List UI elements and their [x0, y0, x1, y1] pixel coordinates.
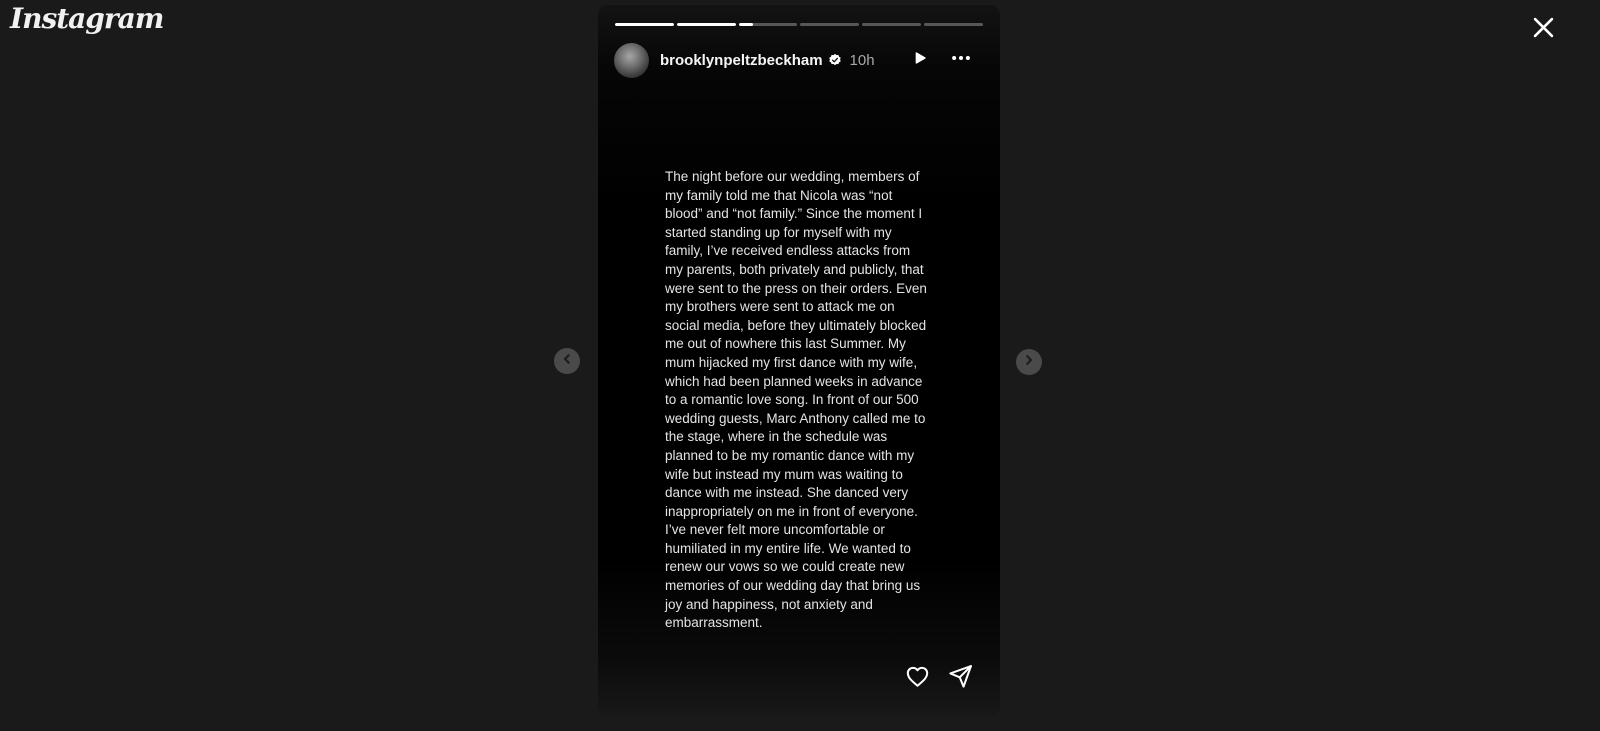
story-text-line: family, I’ve received endless attacks from	[665, 243, 911, 259]
close-button[interactable]	[1529, 16, 1557, 44]
next-story-button[interactable]	[1016, 349, 1042, 375]
heart-icon	[904, 663, 931, 695]
chevron-right-icon	[1021, 352, 1037, 373]
progress-fill	[615, 23, 674, 26]
progress-segment	[677, 23, 736, 26]
progress-fill	[677, 23, 736, 26]
paper-plane-icon	[947, 663, 974, 695]
story-text-line: dance with me instead. She danced very	[665, 485, 909, 501]
story-text-line: my family told me that Nicola was “not	[665, 187, 893, 203]
story-progress-bar	[615, 23, 983, 26]
play-button[interactable]	[912, 50, 928, 71]
story-header	[614, 41, 972, 79]
story-text-line: were sent to the press on their orders. Even	[665, 280, 927, 296]
story-actions	[904, 663, 974, 695]
story-text-line: I’ve never felt more uncomfortable or	[665, 522, 885, 538]
story-text-line: joy and happiness, not anxiety and	[665, 596, 873, 612]
share-button[interactable]	[947, 663, 974, 695]
story-text-line: embarrassment.	[665, 615, 763, 631]
story-text-line: blood” and “not family.” Since the moment I	[665, 206, 923, 222]
instagram-logo[interactable]: Instagram	[10, 2, 164, 35]
verified-badge-icon	[828, 53, 842, 67]
story-text-line: planned to be my romantic dance with my	[665, 447, 915, 463]
chevron-left-icon	[559, 351, 575, 372]
like-button[interactable]	[904, 663, 931, 695]
progress-segment	[739, 23, 798, 26]
story-text-line: the stage, where in the schedule was	[665, 429, 888, 445]
play-icon	[912, 50, 928, 71]
story-text-line: social media, before they ultimately blocked	[665, 317, 927, 333]
story-text-line: humiliated in my entire life. We wanted to	[665, 540, 911, 556]
more-options-button[interactable]	[950, 47, 972, 74]
story-text-line: The night before our wedding, members of	[665, 169, 920, 184]
story-text-line: mum hijacked my first dance with my wife,	[665, 354, 918, 370]
story-text-line: inappropriately on me in front of everyone.	[665, 503, 918, 519]
story-timestamp: 10h	[849, 51, 875, 69]
story-text-line: which had been planned weeks in advance	[665, 373, 923, 389]
progress-fill	[739, 23, 754, 26]
story-text-line: started standing up for myself with my	[665, 224, 892, 240]
story-text	[665, 168, 927, 633]
story-text-line: renew our vows so we could create new	[665, 559, 905, 575]
close-icon	[1530, 14, 1557, 46]
progress-segment	[924, 23, 983, 26]
story-text-line: wife but instead my mum was waiting to	[665, 466, 903, 482]
progress-segment	[800, 23, 859, 26]
username[interactable]: brooklynpeltzbeckham	[660, 51, 823, 69]
previous-story-button[interactable]	[554, 348, 580, 374]
story-text-line: to a romantic love song. In front of our 500	[665, 392, 919, 408]
progress-segment	[615, 23, 674, 26]
story-text-line: wedding guests, Marc Anthony called me to	[665, 410, 926, 426]
story-text-line: my brothers were sent to attack me on	[665, 299, 895, 315]
progress-segment	[862, 23, 921, 26]
story-text-line: my parents, both privately and publicly, that	[665, 261, 924, 277]
story-text-line: memories of our wedding day that bring us	[665, 578, 921, 594]
more-options-icon	[950, 47, 972, 74]
avatar[interactable]	[614, 43, 649, 78]
story-text-line: me out of nowhere this last Summer. My	[665, 336, 906, 352]
story-card[interactable]	[598, 5, 1000, 716]
